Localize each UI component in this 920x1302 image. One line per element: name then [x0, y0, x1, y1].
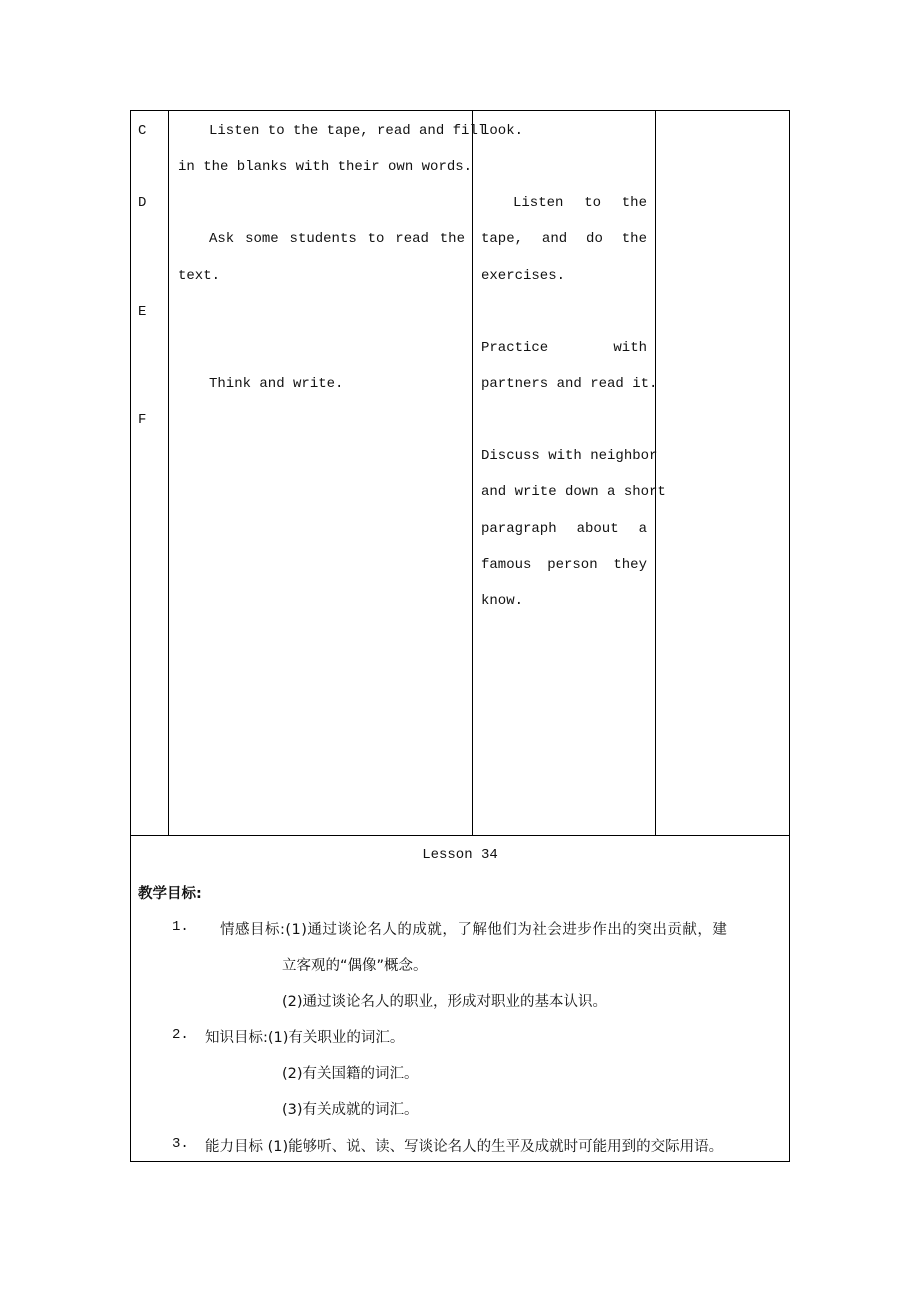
word: tape,	[481, 231, 524, 247]
student-step-d-line1	[513, 195, 647, 211]
word: with	[613, 340, 647, 356]
student-step-e-line2: partners and read it.	[481, 376, 658, 392]
word: read	[395, 231, 429, 247]
table-border-bottom	[130, 1161, 790, 1162]
student-step-f-line1: Discuss with neighbor	[481, 448, 658, 464]
objective-1-line2: 立客观的“偶像”概念。	[282, 958, 428, 974]
table-border-top	[130, 110, 790, 111]
objectives-heading: 教学目标:	[138, 886, 202, 902]
teacher-step-c-line1: Listen to the tape, read and fill	[209, 123, 487, 139]
column-divider-3	[655, 110, 656, 836]
table-border-left	[130, 110, 131, 1162]
objective-3-line1: 能力目标 (1)能够听、说、读、写谈论名人的生平及成就时可能用到的交际用语。	[205, 1139, 724, 1155]
student-step-f-line3	[481, 521, 647, 537]
word: Listen	[513, 195, 564, 211]
student-step-c-line1: look.	[481, 123, 524, 139]
word: paragraph	[481, 521, 557, 537]
objective-2-line1: 知识目标:(1)有关职业的词汇。	[205, 1030, 405, 1046]
word: famous	[481, 557, 532, 573]
row-divider	[130, 835, 790, 836]
teacher-step-d-line1	[209, 231, 465, 247]
objective-1-line3: (2)通过谈论名人的职业，形成对职业的基本认识。	[282, 994, 608, 1010]
step-letter-c: C	[138, 123, 147, 139]
word: the	[621, 231, 647, 247]
student-step-f-line5: know.	[481, 593, 524, 609]
word: do	[586, 231, 603, 247]
word: about	[576, 521, 619, 537]
word: they	[613, 557, 647, 573]
student-step-f-line4	[481, 557, 647, 573]
word: students	[289, 231, 357, 247]
lesson-title: Lesson 34	[422, 847, 498, 863]
table-border-right	[789, 110, 790, 1162]
step-letter-f: F	[138, 412, 147, 428]
teacher-step-d-line2: text.	[178, 268, 221, 284]
step-letter-d: D	[138, 195, 147, 211]
word: to	[367, 231, 385, 247]
word: person	[547, 557, 598, 573]
column-divider-2	[472, 110, 473, 836]
objective-1-number: 1.	[172, 919, 189, 935]
teacher-step-f-line1: Think and write.	[209, 376, 344, 392]
objective-1-line1: 情感目标:(1)通过谈论名人的成就，了解他们为社会进步作出的突出贡献，建	[220, 922, 728, 938]
objective-3-number: 3.	[172, 1136, 189, 1152]
student-step-f-line2: and write down a short	[481, 484, 666, 500]
column-divider-1	[168, 110, 169, 836]
word: Practice	[481, 340, 549, 356]
student-step-d-line3: exercises.	[481, 268, 566, 284]
word: the	[439, 231, 465, 247]
student-step-d-line2	[481, 231, 647, 247]
step-letter-e: E	[138, 304, 147, 320]
word: a	[638, 521, 647, 537]
word: and	[541, 231, 568, 247]
student-step-e-line1	[481, 340, 647, 356]
word: the	[621, 195, 647, 211]
objective-2-line3: (3)有关成就的词汇。	[282, 1102, 419, 1118]
word: some	[245, 231, 279, 247]
objective-2-line2: (2)有关国籍的词汇。	[282, 1066, 419, 1082]
word: Ask	[209, 231, 235, 247]
teacher-step-c-line2: in the blanks with their own words.	[178, 159, 473, 175]
word: to	[584, 195, 601, 211]
objective-2-number: 2.	[172, 1027, 189, 1043]
